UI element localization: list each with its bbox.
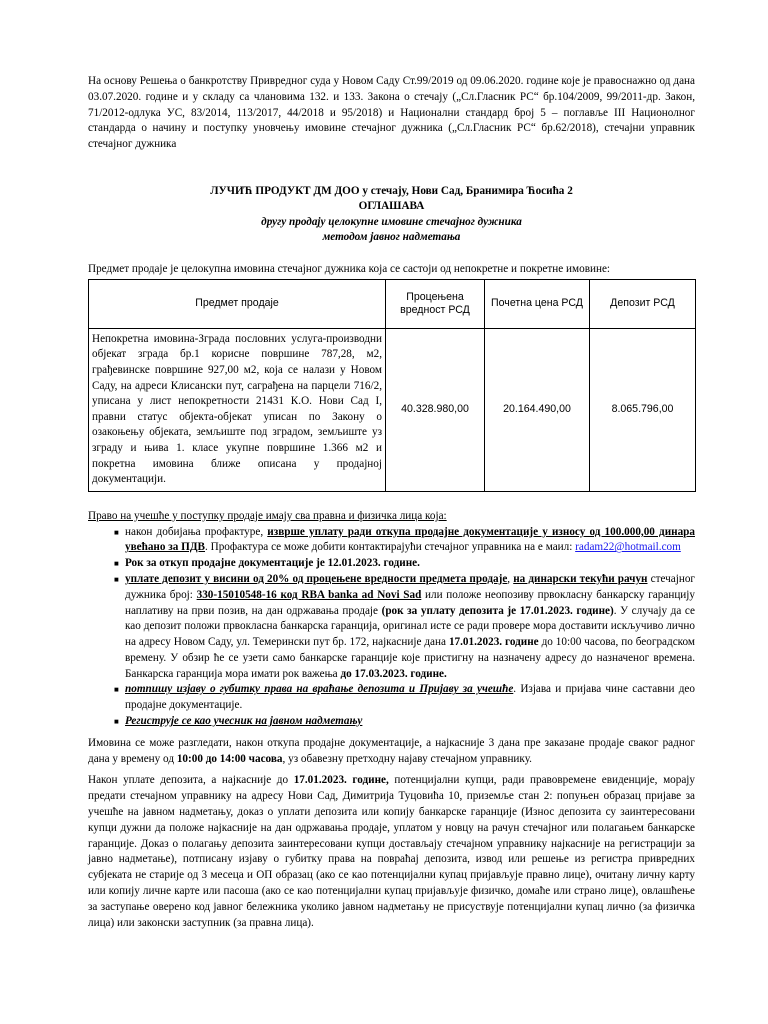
header-subject: Предмет продаје xyxy=(89,279,386,328)
company-line: ЛУЧИЋ ПРОДУКТ ДМ ДОО у стечају, Нови Сад, Бранимира Ћосића 2 xyxy=(210,184,573,197)
req1-text-a: након добијања профактуре, xyxy=(125,525,268,538)
asset-description: Непокретна имовина-Зграда пословних услуга-производни објекат зграда бр.1 корисне површине 787,28, м2, грађевинске површине 927,00 м2, која се налази у Новом Саду, на адреси Клисански пут, саграђена на парцели 716/2, уписана у лист непокретности 21431 К.О. Нови Сад I, правни статус објекта-објекат уписан по Закону о озакоњењу објеката, земљиште под зградом, земљиште уз зграду и њива 1. класе укупне површине 1.366 м2 и покретна имовина ближе описана у продајној документацији. xyxy=(89,328,386,491)
req2-text: Рок за откуп продајне документације је 12.01.2023. године. xyxy=(125,557,420,570)
list-item xyxy=(88,714,695,730)
req3-text-c: на динарски текући рачун xyxy=(513,572,648,585)
req3-text-b: , xyxy=(507,572,514,585)
submission-text-a: Након уплате депозита, а најкасније до xyxy=(88,774,294,787)
table-header-row xyxy=(89,279,696,328)
header-start-price: Почетна цена РСД xyxy=(485,279,590,328)
sale-line-2: методом јавног надметања xyxy=(322,231,461,244)
list-item xyxy=(88,682,695,714)
table-row xyxy=(89,328,696,491)
req3-text-h: . У случају да се као депозит положи првокласна банкарска гаранција, оригинал исте се ради провере мора доставити искључиво лично на адресу Новом Саду, ул. Темерински пут бр. 172, најкасније дана xyxy=(125,604,695,649)
req3-text-f: или положе неопозиву првокласну банкарску гаранцију наплативу на први позив, на дан одржавања продаје xyxy=(125,588,695,617)
req3-text-i: 17.01.2023. године xyxy=(448,636,539,649)
bullet-icon: ■ xyxy=(114,559,119,569)
req3-text-j: до 10:00 часова, по београдском времену. У обзир ће се узети само банкарске гаранције које пристигну на назначену адресу до назначеног времена. Банкарска гаранција мора имати рок важења xyxy=(125,636,696,680)
bullet-icon: ■ xyxy=(114,527,119,537)
lead-paragraph: Предмет продаје је целокупна имовина стечајног дужника која се састоји од непокретне и покретне имовине: xyxy=(88,262,611,275)
header-estimated: Процењена вредност РСД xyxy=(386,279,485,328)
viewing-hours: 10:00 до 14:00 часова xyxy=(176,752,283,765)
viewing-paragraph xyxy=(88,736,695,768)
start-price: 20.164.490,00 xyxy=(485,328,590,491)
req1-text-c: . Профактура се може добити контактирајући стечајног управника на е маил: xyxy=(205,541,576,554)
bullet-icon: ■ xyxy=(114,574,119,584)
req3-text-d: стечајног дужника број: xyxy=(125,572,696,601)
announces-line: ОГЛАШАВА xyxy=(358,200,425,213)
req3-text-g: (рок за уплату депозита је 17.01.2023. године) xyxy=(381,604,614,617)
req3-text-a: уплате депозит у висини од 20% од процењене вредности предмета продаје xyxy=(125,572,508,585)
req4-text-a: потпишу изјаву о губитку права на враћање депозита и Пријаву за учешће xyxy=(125,683,514,696)
bullet-icon: ■ xyxy=(114,685,119,695)
document-page xyxy=(88,74,695,931)
submission-text-c: потенцијални купци, ради правовремене евиденције, морају предати стечајном управнику на адресу Нови Сад, Димитрија Туцовића 10, приземље стан 2: попуњен образац пријаве за учешће на јавном надметању, доказ о уплати депозита или копију банкарске гаранције (Износ депозита су заинтересовани купци дужни да положе најкасније на дан одржавања продаје, уплатом у новцу на рачун стечајног или полагањем банкарске гаранције. Доказ о полагању депозита заинтересовани купци достављају стечајном управнику најкасније на регистрацији за јавно надметање), потписану изјаву о губитку права на повраћај депозита, извод или решење из регистра привредних субјеката не старије од 3 месеца и ОП образац (ако се као потенцијални купац пријављује правно лице), очитану личну карту или копију личне карте или пасоша (ако се као потенцијални купац пријављује физичко, домаће или страно лице), овлашћење за заступање оверено код јавног бележника уколико јавном надметању не присуствује потенцијални купац лично (за физичка лица) или законски заступник (за правна лица). xyxy=(88,774,695,929)
bullet-icon: ■ xyxy=(114,717,119,727)
req3-text-k: до 17.03.2023. године. xyxy=(340,667,447,680)
list-item xyxy=(88,525,695,557)
header-deposit: Депозит РСД xyxy=(590,279,696,328)
req1-text-b: изврше уплату ради откупа продајне документације у износу од 100.000,00 динара увећано за ПДВ xyxy=(125,525,695,554)
assets-table xyxy=(88,279,696,492)
req3-account-number: 330-15010548-16 код RBA banka ad Novi Sad xyxy=(196,588,422,601)
rights-heading: Право на учешће у поступку продаје имају сва правна и физичка лица која: xyxy=(88,509,447,522)
viewing-text-a: Имовина се може разгледати, након откупа продајне документације, а најкасније 3 дана пре заказане продаје сваког радног дана у времену од xyxy=(88,736,695,765)
req5-text: Региструје се као учесник на јавном надметању xyxy=(125,715,363,728)
email-link[interactable]: radam22@hotmail.com xyxy=(575,541,681,554)
intro-paragraph: На основу Решења о банкротству Привредног суда у Новом Саду Ст.99/2019 од 09.06.2020. године које је правоснажно од дана 03.07.2020. године и у складу са члановима 132. и 133. Закона о стечају („Сл.Гласник РС“ бр.104/2009, 99/2011-др. Закон, 71/2012-одлука УС, 83/2014, 113/2017, 44/2018 и 95/2018) и Национални стандард број 5 – поглавље III Национолног стандарда о начину и поступку уновчењу имовине стечајног дужника („Сл.Гласник РС“ бр.62/2018), стечајни управник стечајног дужника xyxy=(88,75,695,151)
viewing-text-c: , уз обавезну претходну најаву стечајном управнику. xyxy=(282,752,532,765)
sale-line-1: другу продају целокупне имовине стечајног дужника xyxy=(261,215,522,228)
submission-paragraph xyxy=(88,773,695,931)
list-item xyxy=(88,572,695,683)
list-item xyxy=(88,556,695,572)
requirements-list xyxy=(88,525,695,730)
deposit-value: 8.065.796,00 xyxy=(590,328,696,491)
estimated-value: 40.328.980,00 xyxy=(386,328,485,491)
submission-deadline: 17.01.2023. године, xyxy=(293,774,389,787)
announcement-title xyxy=(88,184,695,246)
req4-text-b: . Изјава и пријава чине саставни део продајне документације. xyxy=(125,683,695,712)
